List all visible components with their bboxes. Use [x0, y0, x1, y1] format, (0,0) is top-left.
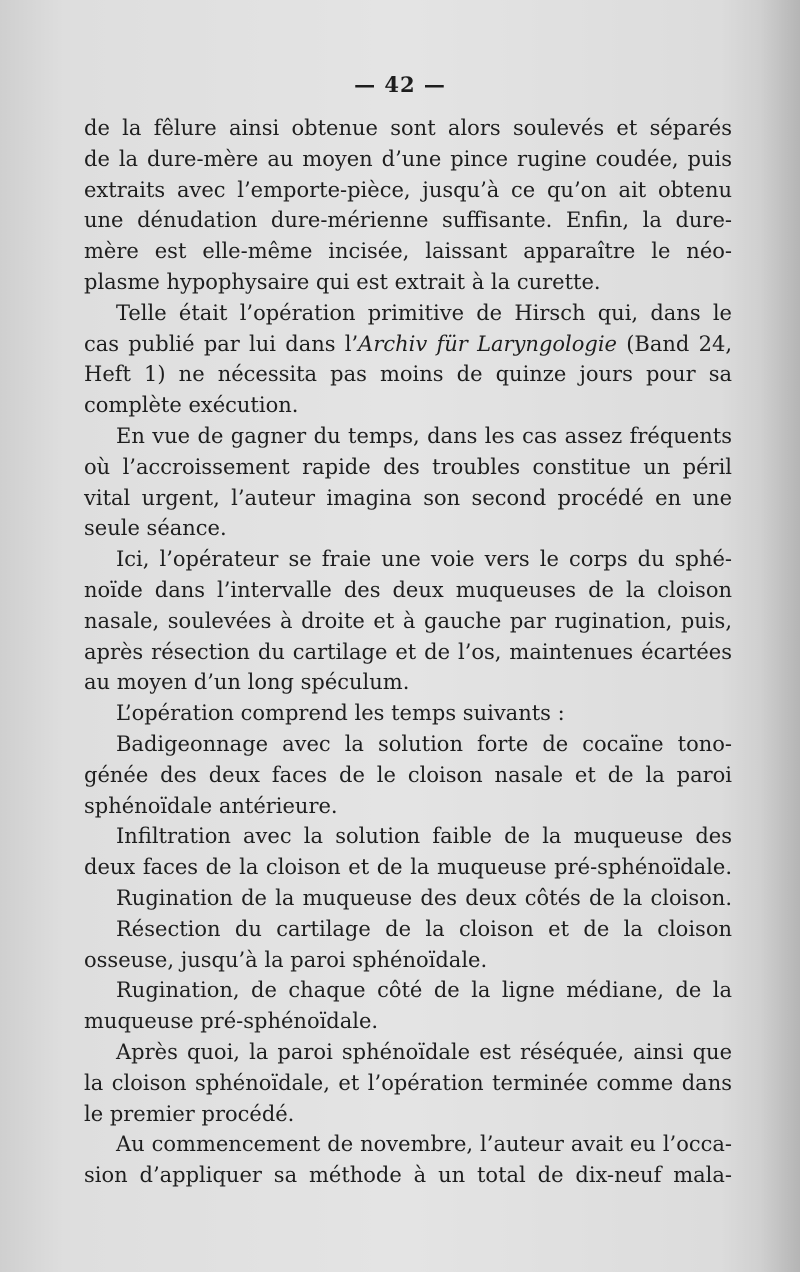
text-line: de la dure-mère au moyen d’une pince rugine coudée, puis: [84, 146, 732, 171]
text-line: complète exécution.: [84, 393, 299, 418]
text-line: le premier procédé.: [84, 1101, 295, 1126]
text-line: En vue de gagner du temps, dans les cas assez fréquents: [116, 423, 732, 448]
text-line: nasale, soulevées à droite et à gauche par rugination, puis,: [84, 608, 732, 633]
text-line: Rugination de la muqueuse des deux côtés de la cloison.: [116, 885, 732, 910]
text-line: plasme hypophysaire qui est extrait à la curette.: [84, 269, 601, 294]
text-line: Telle était l’opération primitive de Hirsch qui, dans le: [116, 300, 732, 325]
paragraph: [84, 1129, 732, 1191]
text-line: Au commencement de novembre, l’auteur avait eu l’occa-: [116, 1132, 732, 1157]
text-line: Heft 1) ne nécessita pas moins de quinze jours pour sa: [84, 362, 732, 387]
text-line: osseuse, jusqu’à la paroi sphénoïdale.: [84, 947, 488, 972]
text-line: de la fêlure ainsi obtenue sont alors soulevés et séparés: [84, 116, 732, 140]
paragraph: [84, 298, 732, 421]
text-line: la cloison sphénoïdale, et l’opération terminée comme dans: [84, 1070, 732, 1095]
paragraph: [84, 914, 732, 976]
text-line: Badigeonnage avec la solution forte de cocaïne tono-: [116, 731, 732, 756]
text-line: Ici, l’opérateur se fraie une voie vers le corps du sphé-: [116, 547, 732, 572]
text-line: [84, 329, 732, 360]
text-line: noïde dans l’intervalle des deux muqueuses de la cloison: [84, 577, 732, 602]
text-line: vital urgent, l’auteur imagina son second procédé en une: [84, 485, 732, 510]
paragraph: [84, 883, 732, 914]
text-segment: cas publié par lui dans l’: [84, 331, 359, 356]
text-line: Rugination, de chaque côté de la ligne médiane, de la: [116, 978, 732, 1003]
paragraph: [84, 1037, 732, 1129]
text-line: L’opération comprend les temps suivants :: [116, 701, 565, 726]
paragraph: [84, 821, 732, 883]
paragraph: [84, 421, 732, 544]
text-segment: (Band 24,: [617, 331, 732, 356]
paragraph: [84, 729, 732, 821]
journal-title: Archiv für Laryngologie: [358, 331, 617, 356]
text-line: une dénudation dure-mérienne suffisante. Enfin, la dure-: [84, 208, 732, 233]
text-line: Résection du cartilage de la cloison et de la cloison: [116, 916, 732, 941]
text-line: muqueuse pré-sphénoïdale.: [84, 1009, 379, 1034]
text-line: seule séance.: [84, 516, 227, 541]
paragraph: [84, 698, 732, 729]
paragraph: [84, 544, 732, 698]
page-number: — 42 —: [354, 72, 446, 97]
text-line: mère est elle-même incisée, laissant apparaître le néo-: [84, 239, 732, 264]
text-line: génée des deux faces de le cloison nasale et de la paroi: [84, 762, 732, 787]
text-line: extraits avec l’emporte-pièce, jusqu’à ce qu’on ait obtenu: [84, 177, 732, 202]
text-line: Après quoi, la paroi sphénoïdale est réséquée, ainsi que: [116, 1039, 732, 1064]
text-line: Infiltration avec la solution faible de la muqueuse des: [116, 824, 732, 849]
text-line: au moyen d’un long spéculum.: [84, 670, 410, 695]
paragraph: [84, 975, 732, 1037]
text-line: après résection du cartilage et de l’os, maintenues écartées: [84, 639, 732, 664]
text-line: sphénoïdale antérieure.: [84, 793, 338, 818]
body-text: [84, 113, 732, 1191]
paragraph: [84, 113, 732, 298]
text-line: deux faces de la cloison et de la muqueuse pré-sphénoïdale.: [84, 855, 732, 880]
text-line: sion d’appliquer sa méthode à un total de dix-neuf mala-: [84, 1163, 732, 1188]
text-line: où l’accroissement rapide des troubles constitue un péril: [84, 454, 732, 479]
